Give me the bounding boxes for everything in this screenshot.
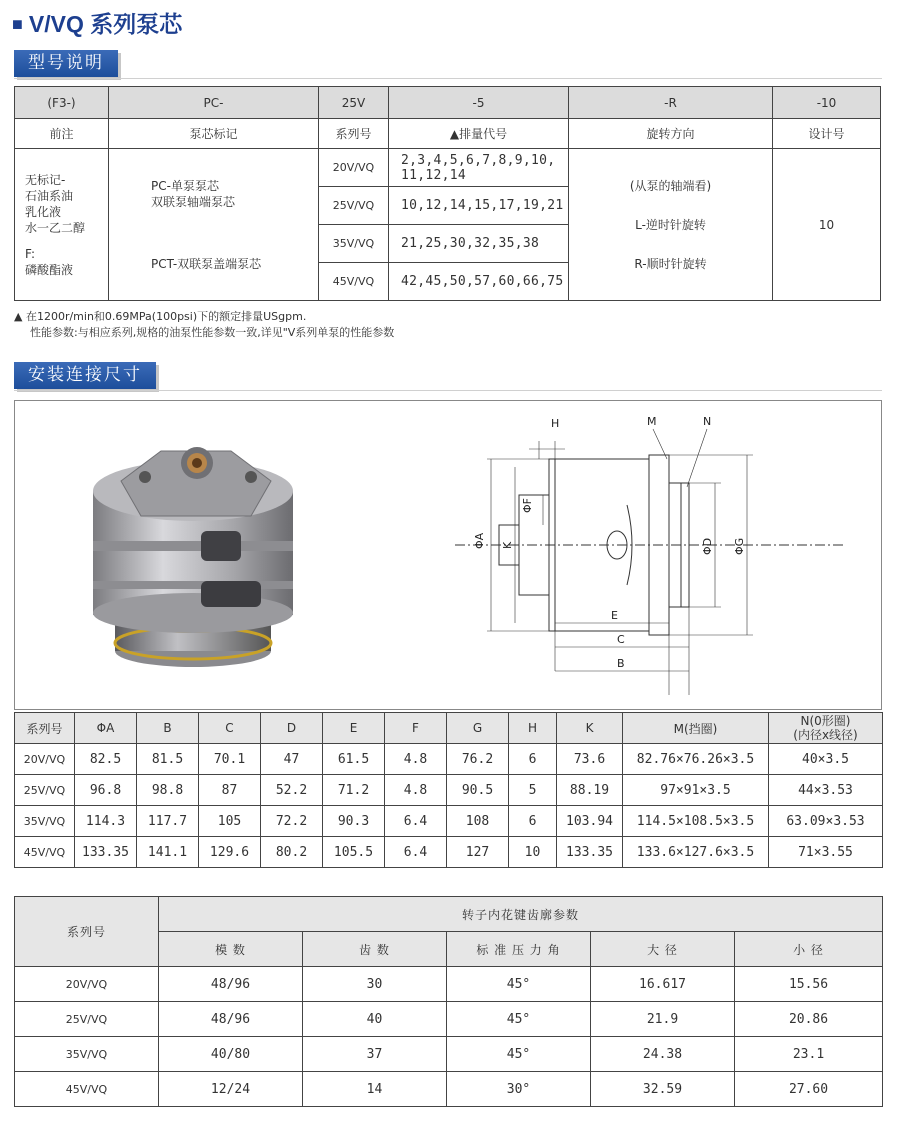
value-cell: 30 bbox=[303, 967, 447, 1002]
value-cell: 63.09×3.53 bbox=[769, 806, 883, 837]
dim-table-row bbox=[15, 744, 883, 775]
dim-header-n-line: (内径x线径) bbox=[793, 728, 858, 742]
value-cell: 108 bbox=[447, 806, 509, 837]
page-title bbox=[12, 6, 182, 39]
series-cell: 45V/VQ bbox=[15, 1072, 159, 1107]
value-cell: 90.3 bbox=[323, 806, 385, 837]
value-cell: 73.6 bbox=[557, 744, 623, 775]
value-cell: 88.19 bbox=[557, 775, 623, 806]
value-cell: 15.56 bbox=[735, 967, 883, 1002]
series-cell: 20V/VQ bbox=[15, 744, 75, 775]
dim-header-cell: E bbox=[323, 713, 385, 744]
value-cell: 97×91×3.5 bbox=[623, 775, 769, 806]
pump-mark-line: PC-单泵泵芯 bbox=[151, 178, 219, 193]
model-code-cell: -R bbox=[569, 87, 773, 119]
spline-table bbox=[14, 896, 883, 1107]
series-cell: 25V/VQ bbox=[319, 187, 389, 225]
section-install-tab: 安装连接尺寸 bbox=[14, 362, 156, 389]
prefix-line: 磷酸酯液 bbox=[25, 262, 74, 277]
value-cell: 47 bbox=[261, 744, 323, 775]
dim-label-k: K bbox=[501, 541, 514, 549]
dim-table-row bbox=[15, 806, 883, 837]
section-divider bbox=[14, 390, 882, 391]
value-cell: 76.2 bbox=[447, 744, 509, 775]
series-cell: 35V/VQ bbox=[319, 225, 389, 263]
dim-header-n-line: N(0形圈) bbox=[800, 714, 851, 728]
value-cell: 61.5 bbox=[323, 744, 385, 775]
model-code-cell: (F3-) bbox=[15, 87, 109, 119]
value-cell: 30° bbox=[447, 1072, 591, 1107]
value-cell: 6 bbox=[509, 806, 557, 837]
value-cell: 12/24 bbox=[159, 1072, 303, 1107]
value-cell: 96.8 bbox=[75, 775, 137, 806]
model-header-cell: 旋转方向 bbox=[569, 119, 773, 149]
value-cell: 40/80 bbox=[159, 1037, 303, 1072]
series-cell: 45V/VQ bbox=[319, 263, 389, 301]
prefix-line: 水一乙二醇 bbox=[25, 220, 86, 235]
model-code-cell: -5 bbox=[389, 87, 569, 119]
series-cell: 45V/VQ bbox=[15, 837, 75, 868]
value-cell: 105.5 bbox=[323, 837, 385, 868]
dim-header-cell: G bbox=[447, 713, 509, 744]
model-header-cell: 泵芯标记 bbox=[109, 119, 319, 149]
displacement-cell: 21,25,30,32,35,38 bbox=[389, 225, 569, 263]
spline-group-header: 转子内花键齿廓参数 bbox=[159, 897, 883, 932]
value-cell: 40 bbox=[303, 1002, 447, 1037]
value-cell: 81.5 bbox=[137, 744, 199, 775]
value-cell: 6 bbox=[509, 744, 557, 775]
value-cell: 45° bbox=[447, 1002, 591, 1037]
prefix-line: 乳化液 bbox=[25, 204, 62, 219]
value-cell: 48/96 bbox=[159, 967, 303, 1002]
value-cell: 114.5×108.5×3.5 bbox=[623, 806, 769, 837]
rotation-line: R-顺时针旋转 bbox=[634, 257, 707, 271]
model-code-cell: PC- bbox=[109, 87, 319, 119]
dim-table-row bbox=[15, 837, 883, 868]
model-header-cell: 系列号 bbox=[319, 119, 389, 149]
value-cell: 27.60 bbox=[735, 1072, 883, 1107]
spline-table-row bbox=[15, 1072, 883, 1107]
dim-label-g: ΦG bbox=[733, 537, 746, 555]
value-cell: 24.38 bbox=[591, 1037, 735, 1072]
dim-header-cell: B bbox=[137, 713, 199, 744]
prefix-line: F: bbox=[25, 246, 36, 261]
value-cell: 10 bbox=[509, 837, 557, 868]
value-cell: 48/96 bbox=[159, 1002, 303, 1037]
spline-table-row bbox=[15, 1037, 883, 1072]
spline-header-cell: 大 径 bbox=[591, 932, 735, 967]
dim-header-cell: D bbox=[261, 713, 323, 744]
pump-mark-line: 双联泵轴端泵芯 bbox=[151, 194, 236, 209]
dim-header-row bbox=[15, 713, 883, 744]
dim-label-a: ΦA bbox=[473, 532, 486, 549]
dim-header-cell: ΦA bbox=[75, 713, 137, 744]
displacement-cell: 2,3,4,5,6,7,8,9,10, 11,12,14 bbox=[389, 149, 569, 187]
series-cell: 35V/VQ bbox=[15, 1037, 159, 1072]
spline-header-cell: 齿 数 bbox=[303, 932, 447, 967]
technical-drawing bbox=[425, 405, 865, 705]
value-cell: 141.1 bbox=[137, 837, 199, 868]
spline-header-cell: 标 准 压 力 角 bbox=[447, 932, 591, 967]
dim-header-cell: F bbox=[385, 713, 447, 744]
spline-group-row bbox=[15, 897, 883, 932]
value-cell: 82.76×76.26×3.5 bbox=[623, 744, 769, 775]
value-cell: 133.35 bbox=[75, 837, 137, 868]
section-divider bbox=[14, 78, 882, 79]
value-cell: 90.5 bbox=[447, 775, 509, 806]
series-cell: 20V/VQ bbox=[319, 149, 389, 187]
value-cell: 71×3.55 bbox=[769, 837, 883, 868]
spline-header-cell: 模 数 bbox=[159, 932, 303, 967]
pump-mark-cell bbox=[109, 149, 319, 301]
value-cell: 98.8 bbox=[137, 775, 199, 806]
title-square-icon: ■ bbox=[12, 14, 23, 34]
rotation-cell bbox=[569, 149, 773, 301]
value-cell: 72.2 bbox=[261, 806, 323, 837]
dim-label-f: ΦF bbox=[521, 498, 534, 513]
series-cell: 20V/VQ bbox=[15, 967, 159, 1002]
value-cell: 133.6×127.6×3.5 bbox=[623, 837, 769, 868]
dimension-table bbox=[14, 712, 883, 868]
model-code-cell: -10 bbox=[773, 87, 881, 119]
value-cell: 5 bbox=[509, 775, 557, 806]
dim-label-e: E bbox=[611, 609, 618, 622]
displacement-cell: 10,12,14,15,17,19,21 bbox=[389, 187, 569, 225]
spline-table-row bbox=[15, 967, 883, 1002]
rotation-line: (从泵的轴端看) bbox=[629, 179, 712, 193]
prefix-spacer bbox=[25, 236, 108, 246]
value-cell: 32.59 bbox=[591, 1072, 735, 1107]
value-cell: 80.2 bbox=[261, 837, 323, 868]
prefix-line: 无标记- bbox=[25, 172, 66, 187]
dim-label-n: N bbox=[703, 415, 712, 428]
dim-label-b: B bbox=[617, 657, 625, 670]
value-cell: 37 bbox=[303, 1037, 447, 1072]
prefix-cell bbox=[15, 149, 109, 301]
value-cell: 4.8 bbox=[385, 775, 447, 806]
rotation-line: L-逆时针旋转 bbox=[635, 218, 706, 232]
dim-header-cell: H bbox=[509, 713, 557, 744]
prefix-line: 石油系油 bbox=[25, 188, 74, 203]
spline-table-row bbox=[15, 1002, 883, 1037]
dim-table-row bbox=[15, 775, 883, 806]
section-model-tab: 型号说明 bbox=[14, 50, 118, 77]
model-data-row bbox=[15, 149, 881, 187]
series-cell: 25V/VQ bbox=[15, 775, 75, 806]
value-cell: 129.6 bbox=[199, 837, 261, 868]
note-performance: 性能参数:与相应系列,规格的油泵性能参数一致,详见"V系列单泵的性能参数 bbox=[30, 326, 395, 339]
pump-cartridge-photo bbox=[81, 421, 311, 681]
value-cell: 6.4 bbox=[385, 806, 447, 837]
series-cell: 25V/VQ bbox=[15, 1002, 159, 1037]
value-cell: 82.5 bbox=[75, 744, 137, 775]
spline-table-body bbox=[15, 967, 883, 1107]
dim-header-cell bbox=[769, 713, 883, 744]
model-table bbox=[14, 86, 881, 301]
value-cell: 127 bbox=[447, 837, 509, 868]
page-title-text: V/VQ 系列泵芯 bbox=[28, 11, 183, 37]
value-cell: 114.3 bbox=[75, 806, 137, 837]
dim-header-cell: M(挡圈) bbox=[623, 713, 769, 744]
value-cell: 23.1 bbox=[735, 1037, 883, 1072]
value-cell: 14 bbox=[303, 1072, 447, 1107]
value-cell: 6.4 bbox=[385, 837, 447, 868]
value-cell: 45° bbox=[447, 967, 591, 1002]
dim-label-c: C bbox=[617, 633, 625, 646]
dim-header-cell: K bbox=[557, 713, 623, 744]
model-header-cell: ▲排量代号 bbox=[389, 119, 569, 149]
value-cell: 40×3.5 bbox=[769, 744, 883, 775]
model-header-cell: 设计号 bbox=[773, 119, 881, 149]
value-cell: 20.86 bbox=[735, 1002, 883, 1037]
model-header-row bbox=[15, 119, 881, 149]
value-cell: 117.7 bbox=[137, 806, 199, 837]
model-code-cell: 25V bbox=[319, 87, 389, 119]
dim-header-cell: C bbox=[199, 713, 261, 744]
value-cell: 103.94 bbox=[557, 806, 623, 837]
value-cell: 45° bbox=[447, 1037, 591, 1072]
dim-table-body bbox=[15, 744, 883, 868]
drawing-frame bbox=[14, 400, 882, 710]
spline-series-header: 系列号 bbox=[15, 897, 159, 967]
value-cell: 16.617 bbox=[591, 967, 735, 1002]
note-displacement: ▲ 在1200r/min和0.69MPa(100psi)下的额定排量USgpm. bbox=[14, 310, 307, 323]
value-cell: 87 bbox=[199, 775, 261, 806]
pump-mark-spacer bbox=[151, 210, 318, 256]
dim-label-h: H bbox=[551, 417, 560, 430]
value-cell: 52.2 bbox=[261, 775, 323, 806]
dim-label-d: ΦD bbox=[701, 537, 714, 555]
series-cell: 35V/VQ bbox=[15, 806, 75, 837]
dim-header-cell: 系列号 bbox=[15, 713, 75, 744]
value-cell: 70.1 bbox=[199, 744, 261, 775]
design-no-cell: 10 bbox=[773, 149, 881, 301]
value-cell: 71.2 bbox=[323, 775, 385, 806]
value-cell: 105 bbox=[199, 806, 261, 837]
model-header-cell: 前注 bbox=[15, 119, 109, 149]
model-code-row bbox=[15, 87, 881, 119]
pump-mark-line: PCT-双联泵盖端泵芯 bbox=[151, 256, 262, 271]
displacement-cell: 42,45,50,57,60,66,75 bbox=[389, 263, 569, 301]
value-cell: 4.8 bbox=[385, 744, 447, 775]
value-cell: 21.9 bbox=[591, 1002, 735, 1037]
dim-label-m: M bbox=[647, 415, 657, 428]
spline-header-cell: 小 径 bbox=[735, 932, 883, 967]
value-cell: 133.35 bbox=[557, 837, 623, 868]
value-cell: 44×3.53 bbox=[769, 775, 883, 806]
